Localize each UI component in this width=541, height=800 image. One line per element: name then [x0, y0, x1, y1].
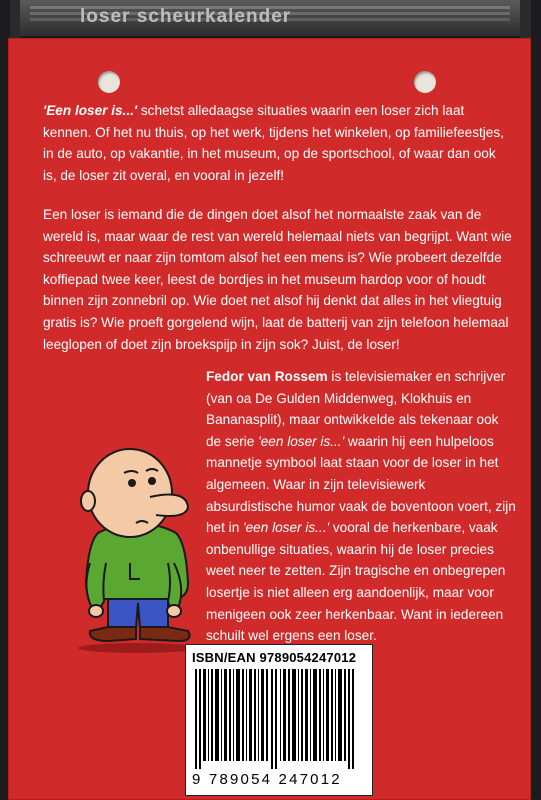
series-title-1: 'een loser is...'	[258, 433, 345, 449]
author-text-b: waarin hij een hulpeloos mannetje symbool laat staan voor de loser in het algemeen. Waar in zijn televisiewerk absurdistische humor vaak de boventoon voert, zijn het in	[206, 433, 516, 536]
isbn-digits: 9 789054 247012	[192, 771, 342, 788]
book-title: 'Een loser is...'	[43, 103, 138, 118]
series-title-2: 'een loser is...'	[243, 520, 330, 536]
author-paragraph	[206, 366, 516, 647]
back-cover	[8, 38, 531, 800]
intro-text: schetst alledaagse situaties waarin een loser zich laat kennen. Of het nu thuis, op het werk, tijdens het winkelen, op familiefeestjes, in de auto, op vakantie, in het museum, op de sportschool, of waar dan ook is, de loser zit overal, en vooral in jezelf!	[43, 103, 504, 183]
body-paragraph	[43, 204, 513, 355]
calendar-pages-stack	[20, 0, 520, 38]
author-name: Fedor van Rossem	[206, 369, 328, 384]
author-text-c: vooral de herkenbare, vaak onbenullige situaties, waarin hij de loser precies weet neer te zetten. Zijn tragische en onbegrepen losertje is niet alleen erg aandoenlijk, maar voor menigeen ook zeer herkenbaar. Want in iedereen schuilt wel ergens een loser.	[206, 520, 506, 644]
calendar-edge-right	[531, 0, 541, 800]
binding-hole-right	[414, 71, 436, 93]
isbn-label: ISBN/EAN 9789054247012	[192, 650, 357, 665]
binding-hole-left	[98, 71, 120, 93]
top-title: loser scheurkalender	[80, 6, 292, 27]
barcode-box	[185, 644, 373, 796]
intro-paragraph	[43, 100, 513, 186]
body-text: Een loser is iemand die de dingen doet alsof het normaalste zaak van de wereld is, maar waar de rest van wereld helemaal niets van begrijpt. Want wie schreeuwt er naar zijn tomtom alsof het een mens is? Wie probeert dezelfde koffiepad twee keer, leest de bordjes in het museum hardop voor of houdt binnen zijn zonnebril op. Wie doet net alsof hij denkt dat alles in het vliegtuig gratis is? Wie proeft gorgelend wijn, laat de batterij van zijn telefoon helemaal leeglopen of doet zijn broekspijp in zijn sok? Juist, de loser!	[43, 207, 512, 352]
barcode-bars	[195, 669, 363, 769]
author-text-a: is televisiemaker en schrijver (van oa De Gulden Middenweg, Klokhuis en Bananasplit), maar ontwikkelde als tekenaar ook de serie	[206, 369, 506, 449]
loser-cartoon-illustration	[68, 423, 208, 653]
